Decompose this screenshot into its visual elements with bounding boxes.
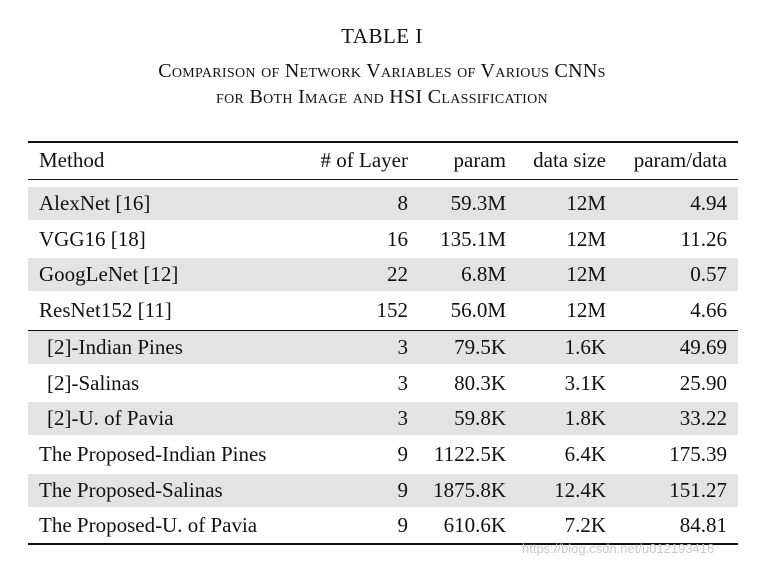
cell-param: 59.3M [450, 191, 506, 215]
cell-data-size: 12.4K [554, 478, 606, 502]
cell-method: The Proposed-Salinas [39, 478, 223, 502]
cell-param: 56.0M [450, 298, 506, 322]
cell-method: [2]-Salinas [47, 371, 140, 395]
table-label: TABLE I [341, 24, 423, 48]
table-row [28, 187, 738, 220]
cell-param: 80.3K [454, 371, 506, 395]
cell-method: ResNet152 [11] [39, 298, 172, 322]
cell-data-size: 6.4K [564, 442, 606, 466]
header-layers: # of Layer [320, 148, 408, 172]
table-row [28, 367, 738, 400]
cell-param-data: 11.26 [680, 227, 727, 251]
cell-param: 610.6K [443, 513, 506, 537]
cell-method: [2]-U. of Pavia [47, 406, 174, 430]
cell-method: The Proposed-Indian Pines [39, 442, 267, 466]
cell-layers: 3 [397, 406, 408, 430]
cell-param-data: 25.90 [679, 371, 727, 395]
table-row [28, 438, 738, 471]
header-method: Method [39, 148, 105, 172]
header-param: param [453, 148, 506, 172]
header-param-data: param/data [633, 148, 727, 172]
header-data-size: data size [533, 148, 606, 172]
cell-layers: 9 [397, 478, 408, 502]
cell-data-size: 1.6K [564, 335, 606, 359]
cell-layers: 152 [376, 298, 408, 322]
table-row [28, 474, 738, 507]
cell-param-data: 175.39 [669, 442, 727, 466]
table-row [28, 331, 738, 364]
cell-param: 79.5K [454, 335, 506, 359]
cell-param-data: 4.94 [690, 191, 727, 215]
cell-layers: 9 [397, 442, 408, 466]
cell-param: 1122.5K [433, 442, 506, 466]
cell-param: 59.8K [454, 406, 506, 430]
cell-param: 135.1M [440, 227, 506, 251]
cell-data-size: 12M [566, 227, 606, 251]
table-row [28, 258, 738, 291]
cell-method: The Proposed-U. of Pavia [39, 513, 258, 537]
cell-data-size: 3.1K [564, 371, 606, 395]
cell-param-data: 33.22 [679, 406, 727, 430]
watermark-text: https://blog.csdn.net/u012193416 [522, 541, 715, 556]
table-row [28, 294, 738, 327]
cell-param-data: 49.69 [679, 335, 727, 359]
cell-data-size: 7.2K [564, 513, 606, 537]
cell-method: [2]-Indian Pines [47, 335, 183, 359]
cell-data-size: 1.8K [564, 406, 606, 430]
cell-layers: 8 [397, 191, 408, 215]
cell-param-data: 4.66 [690, 298, 727, 322]
table-caption-line-2: for Both Image and HSI Classification [216, 86, 548, 108]
cell-data-size: 12M [566, 191, 606, 215]
cell-param-data: 151.27 [669, 478, 727, 502]
cell-method: AlexNet [16] [39, 191, 151, 215]
cell-method: GoogLeNet [12] [39, 262, 179, 286]
cell-layers: 22 [387, 262, 408, 286]
cell-param: 1875.8K [433, 478, 506, 502]
cell-layers: 3 [397, 371, 408, 395]
table-header-row [28, 142, 738, 179]
cell-data-size: 12M [566, 298, 606, 322]
cell-layers: 3 [397, 335, 408, 359]
cell-param-data: 0.57 [690, 262, 727, 286]
cell-layers: 16 [387, 227, 408, 251]
cell-layers: 9 [397, 513, 408, 537]
cell-param-data: 84.81 [679, 513, 727, 537]
cell-method: VGG16 [18] [39, 227, 146, 251]
table-row [28, 223, 738, 256]
cell-param: 6.8M [461, 262, 506, 286]
table-row [28, 402, 738, 435]
cell-data-size: 12M [566, 262, 606, 286]
table-row [28, 509, 738, 542]
header-rule [28, 179, 738, 180]
table-caption-line-1: Comparison of Network Variables of Various CNNs [158, 60, 606, 82]
